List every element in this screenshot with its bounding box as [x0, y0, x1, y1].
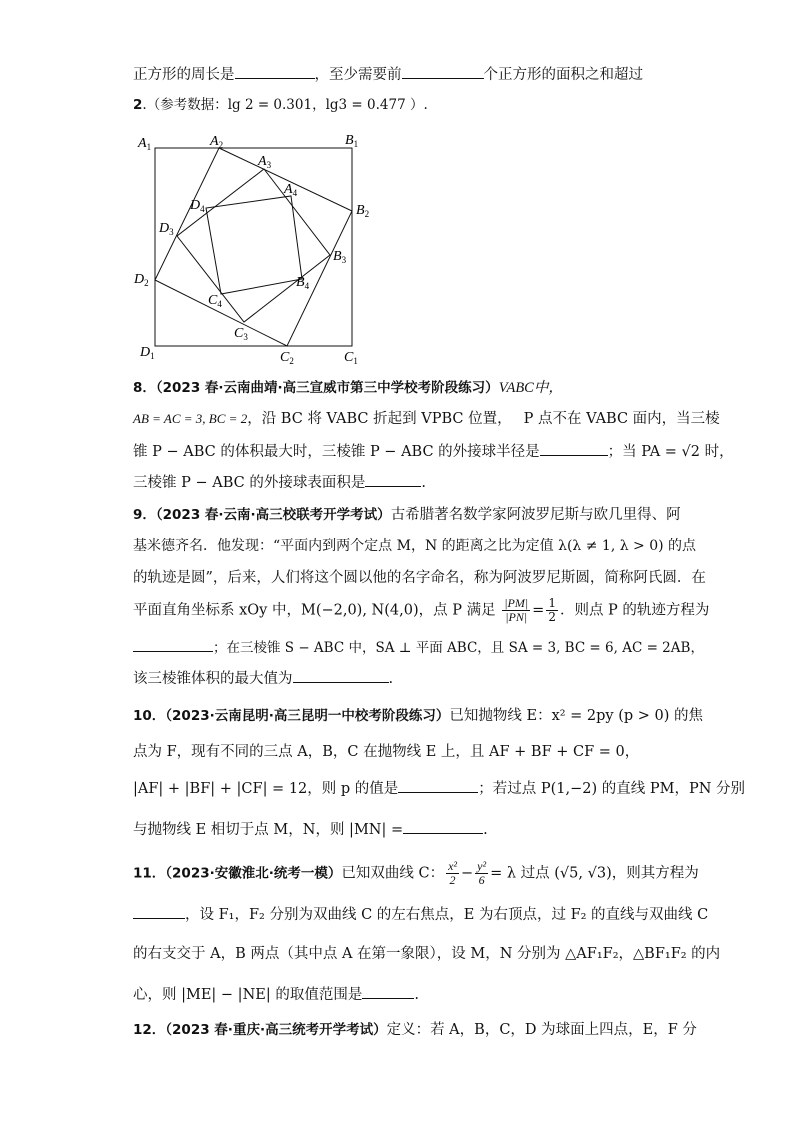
- q10-line4: 与抛物线 E 相切于点 M，N，则 |MN| = .: [133, 819, 488, 840]
- q9-line4: 平面直角坐标系 xOy 中，M(−2,0), N(4,0)，点 P 满足 $\frac{|PM|}{|PN|}$ = $\frac{1}{2}$ ．则点 P 的轨迹方程为: [133, 596, 710, 624]
- label-C1: $C_1$: [344, 350, 358, 366]
- label-A1: $A_1$: [138, 136, 152, 152]
- answer-blank[interactable]: [133, 637, 213, 652]
- square-3: [177, 169, 330, 322]
- answer-blank[interactable]: [235, 64, 315, 79]
- q10-line1: 10．（2023·云南昆明·高三昆明一中校考阶段练习）已知抛物线 E：x² = 2py (p > 0) 的焦: [133, 708, 704, 724]
- q11-line1: 11．（2023·安徽淮北·统考一模）已知双曲线 C： $\frac{\text{x²}}{2}$ − $\frac{\text{y²}}{6}$ = λ 过点 (√5, √3)，则其方程为: [133, 859, 699, 887]
- q10-line3: |AF| + |BF| + |CF| = 12，则 p 的值是 ；若过点 P(1,−2) 的直线 PM，PN 分别: [133, 778, 745, 799]
- answer-blank[interactable]: [362, 984, 414, 999]
- label-B2: $B_2$: [356, 203, 370, 219]
- label-B4: $B_4$: [296, 275, 310, 291]
- ratio-fraction: $\frac{|PM|}{|PN|}$: [504, 596, 529, 624]
- q7-line2: 2.（参考数据：lg 2 = 0.301，lg3 = 0.477 ）.: [133, 97, 428, 113]
- answer-blank[interactable]: [398, 778, 478, 793]
- label-C3: $C_3$: [234, 326, 248, 342]
- x-squared-fraction: $\frac{\text{x²}}{2}$: [448, 859, 458, 887]
- q9-line3: 的轨迹是圆”，后来，人们将这个圆以他的名字命名，称为阿波罗尼斯圆，简称阿氏圆．在: [133, 570, 706, 586]
- q8-line4: 三棱锥 P − ABC 的外接球表面积是 .: [133, 472, 426, 493]
- nested-squares-figure: [128, 128, 378, 368]
- half-fraction: $\frac{1}{2}$: [548, 596, 556, 624]
- q12-line1: 12．（2023 春·重庆·高三统考开学考试）定义：若 A，B，C，D 为球面上四点，E，F 分: [133, 1022, 697, 1038]
- q9-line6: 该三棱锥体积的最大值为 .: [133, 668, 393, 689]
- answer-blank[interactable]: [403, 819, 483, 834]
- label-D2: $D_2$: [134, 272, 149, 288]
- q10-line2: 点为 F，现有不同的三点 A，B，C 在抛物线 E 上，且 AF + BF + CF = 0，: [133, 744, 640, 760]
- answer-blank[interactable]: [133, 904, 185, 919]
- q9-line1: 9．（2023 春·云南·高三校联考开学考试）古希腊著名数学家阿波罗尼斯与欧几里得、阿: [133, 507, 681, 523]
- q7-line1: 正方形的周长是 ，至少需要前 个正方形的面积之和超过: [133, 64, 643, 85]
- q11-line3: 的右支交于 A，B 两点（其中点 A 在第一象限），设 M，N 分别为 △AF₁F₂，△BF₁F₂ 的内: [133, 946, 721, 962]
- q9-line2: 基米德齐名．他发现：“平面内到两个定点 M，N 的距离之比为定值 λ(λ ≠ 1, λ > 0) 的点: [133, 538, 697, 554]
- label-A4: $A_4$: [284, 182, 298, 198]
- q8-line1: 8．（2023 春·云南曲靖·高三宣威市第三中学校考阶段练习）VABC中，: [133, 380, 563, 396]
- vertex-labels: [133, 133, 369, 366]
- y-squared-fraction: $\frac{\text{y²}}{6}$: [477, 859, 487, 887]
- label-D4: $D_4$: [190, 198, 205, 214]
- answer-blank[interactable]: [540, 441, 608, 456]
- q8-line3: 锥 P − ABC 的体积最大时，三棱锥 P − ABC 的外接球半径是 ；当 PA = √2 时，: [133, 441, 734, 462]
- label-A3: $A_3$: [258, 154, 272, 170]
- q8-line2: AB = AC = 3, BC = 2，沿 BC 将 VABC 折起到 VPBC 位置， P 点不在 VABC 面内，当三棱: [133, 411, 720, 427]
- square-4: [206, 196, 302, 294]
- answer-blank[interactable]: [293, 668, 389, 683]
- q11-line4: 心，则 |ME| − |NE| 的取值范围是 .: [133, 984, 419, 1005]
- answer-blank[interactable]: [365, 472, 421, 487]
- label-D1: $D_1$: [140, 345, 155, 361]
- label-B3: $B_3$: [333, 249, 347, 265]
- answer-blank[interactable]: [402, 64, 484, 79]
- q9-line5: ；在三棱锥 S − ABC 中，SA ⊥ 平面 ABC，且 SA = 3, BC = 6, AC = 2AB，: [133, 637, 704, 658]
- label-B1: $B_1$: [345, 133, 359, 149]
- label-C2: $C_2$: [280, 350, 294, 366]
- label-C4: $C_4$: [208, 293, 222, 309]
- q11-line2: ，设 F₁，F₂ 分别为双曲线 C 的左右焦点，E 为右顶点，过 F₂ 的直线与双曲线 C: [133, 904, 708, 925]
- label-A2: $A_2$: [210, 134, 224, 150]
- label-D3: $D_3$: [159, 221, 174, 237]
